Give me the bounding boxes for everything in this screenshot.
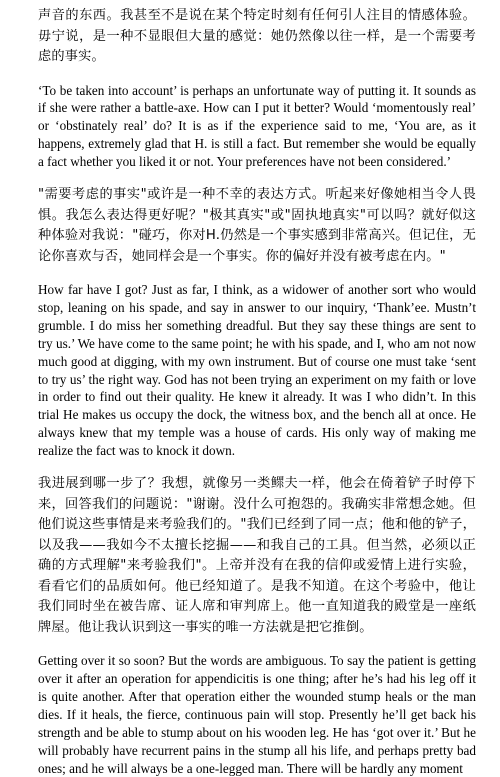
paragraph-gap — [38, 638, 476, 652]
paragraph-gap — [38, 460, 476, 474]
paragraph-gap — [38, 267, 476, 281]
paragraph-en-3: Getting over it so soon? But the words are ambiguous. To say the patient is getting over it after an operation for appendicitis is one thing; after he’s had his leg off it is quite another. After that operation either the wounded stump heals or the man dies. If it heals, the fierce, continuous pain will stop. Presently he’ll get back his strength and be able to stump about on his wooden leg. He has ‘got over it.’ But he will probably have recurrent pains in the stump all his life, and perhaps pretty bad ones; and he will always be a one-legged man. There will be hardly any moment — [38, 653, 476, 776]
paragraph-gap — [38, 68, 476, 82]
paragraph-zh-2: "需要考虑的事实"或许是一种不幸的表达方式。听起来好像她相当令人畏惧。我怎么表达得更好呢？"极其真实"或"固执地真实"可以吗？就好似这种体验对我说："碰巧，你对H.仍然是一个事实感到非常高兴。但记住，无论你喜欢与否，她同样会是一个事实。你的偏好并没有被考虑在内。" — [38, 187, 476, 264]
paragraph-en-2: How far have I got? Just as far, I think, as a widower of another sort who would stop, leaning on his spade, and say in answer to our inquiry, ‘Thank’ee. Mustn’t grumble. I do miss her something dreadful. But they say these things are sent to try us.’ We have come to the same point; he with his spade, and I, who am not now much good at digging, with my own instrument. But of course one must take ‘sent to try us’ the right way. God has not been trying an experiment on my faith or love in order to find out their quality. He knew it already. It was I who didn’t. In this trial He makes us occupy the dock, the witness box, and the bench all at once. He always knew that my temple was a house of cards. His only way of making me realize the fact was to knock it down. — [38, 282, 476, 459]
paragraph-zh-3: 我进展到哪一步了？我想，就像另一类鳏夫一样，他会在倚着铲子时停下来，回答我们的问题说："谢谢。没什么可抱怨的。我确实非常想念她。但他们说这些事情是来考验我们的。"我们已经到了同一点；他和他的铲子，以及我——我如今不太擅长挖掘——和我自己的工具。但当然，必须以正确的方式理解"来考验我们"。上帝并没有在我的信仰或爱情上进行实验，看看它们的品质如何。他已经知道了。是我不知道。在这个考验中，他让我们同时坐在被告席、证人席和审判席上。他一直知道我的殿堂是一座纸牌屋。他让我认识到这一事实的唯一方法就是把它推倒。 — [38, 476, 476, 635]
paragraph-gap — [38, 171, 476, 185]
paragraph-en-1: ‘To be taken into account’ is perhaps an unfortunate way of putting it. It sounds as if she were rather a battle-axe. How can I put it better? Would ‘momentously real’ or ‘obstinately real’ do? It is as if the experience said to me, ‘You are, as it happens, extremely glad that H. is still a fact. But remember she would be equally a fact whether you liked it or not. Your preferences have not been considered.’ — [38, 82, 476, 170]
paragraph-zh-1: 声音的东西。我甚至不是说在某个特定时刻有任何引人注目的情感体验。毋宁说，是一种不显眼但大量的感觉：她仍然像以往一样，是一个需要考虑的事实。 — [38, 8, 476, 64]
